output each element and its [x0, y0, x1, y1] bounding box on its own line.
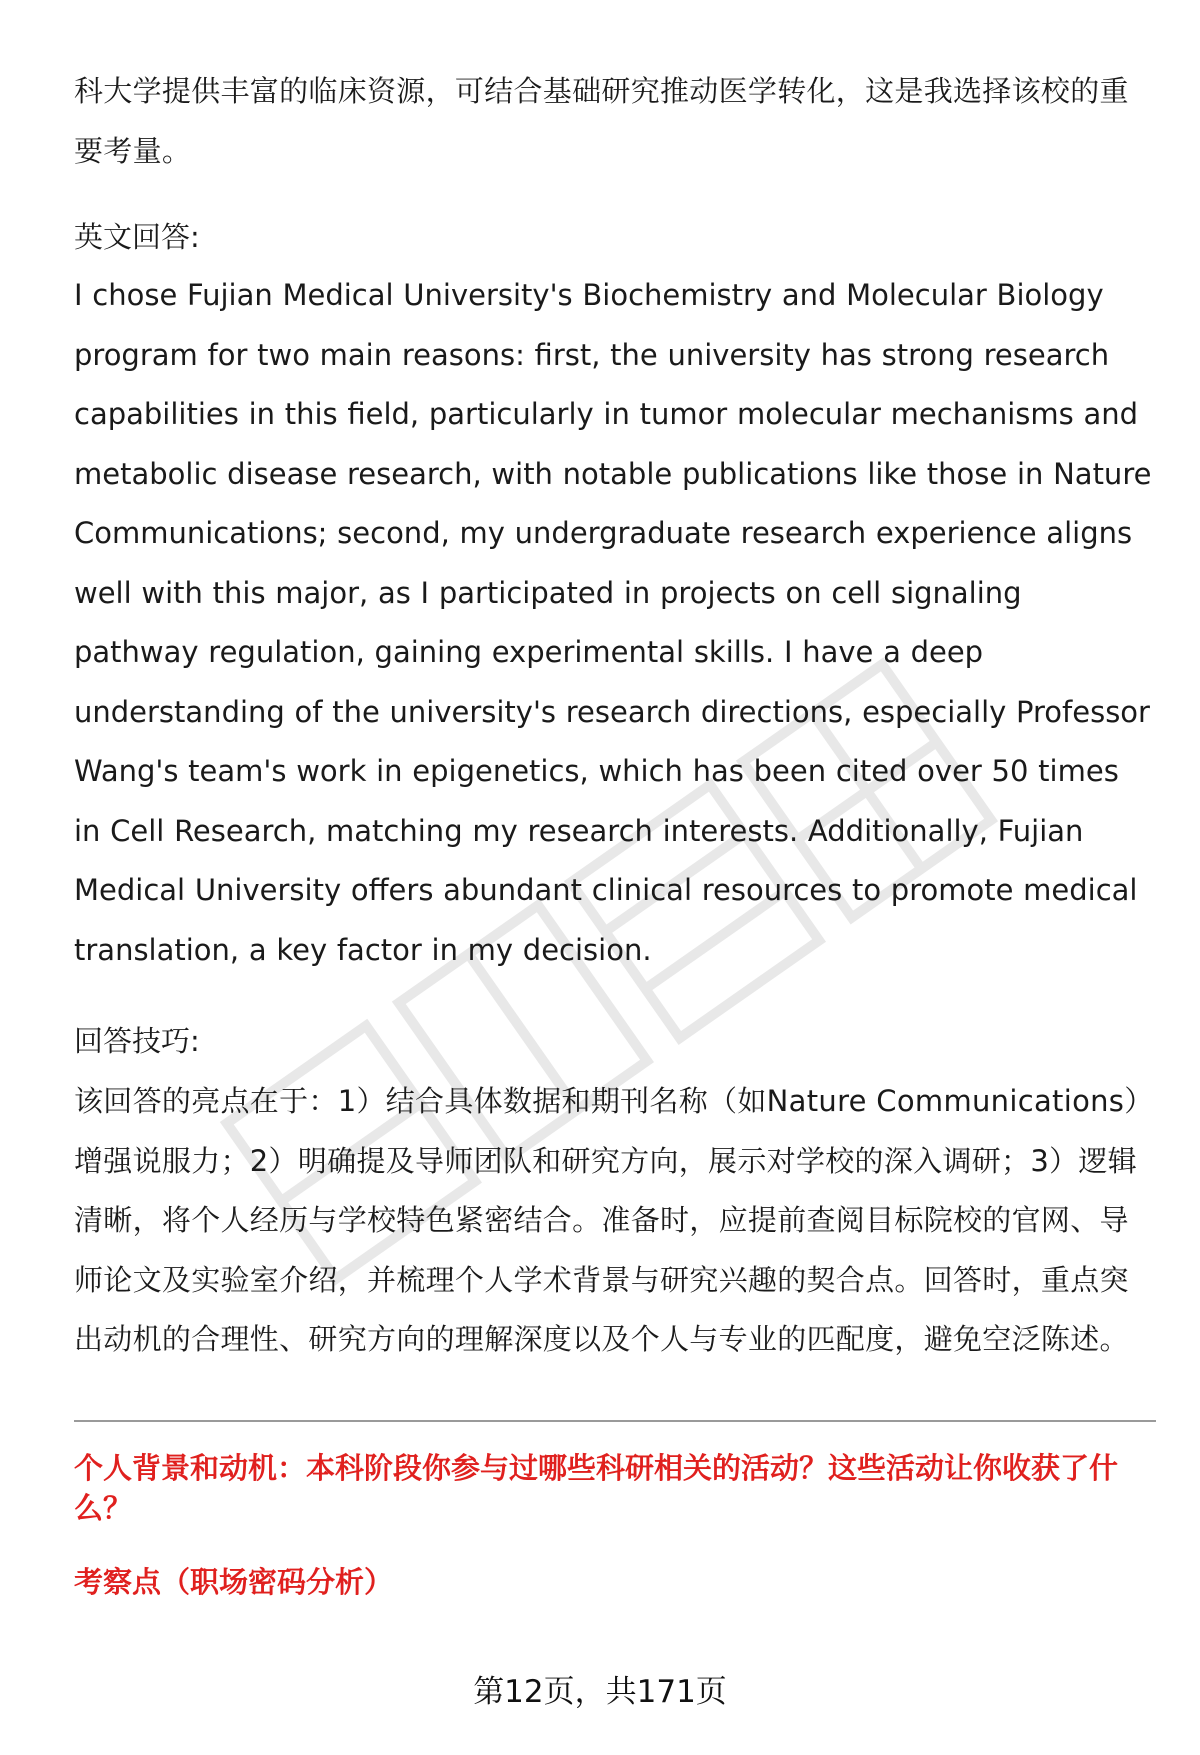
- section-divider: [74, 1420, 1156, 1422]
- tips-label: 回答技巧:: [74, 1024, 200, 1058]
- english-answer-paragraph: I chose Fujian Medical University's Biochemistry and Molecular Biology program for two main reasons: first, the university has strong research capabilities in this field, particularly in tumor molecular mechanisms and metabolic disease research, with notable publications like those in Nature Communications; second, my undergraduate research experience aligns well with this major, as I participated in projects on cell signaling pathway regulation, gaining experimental skills. I have a deep understanding of the university's research directions, especially Professor Wang's team's work in epigenetics, which has been cited over 50 times in Cell Research, matching my research interests. Additionally, Fujian Medical University offers abundant clinical resources to promote medical translation, a key factor in my decision.: [74, 278, 1152, 967]
- english-answer-label: 英文回答:: [74, 220, 200, 254]
- next-question-heading: 个人背景和动机：本科阶段你参与过哪些科研相关的活动？这些活动让你收获了什么？: [74, 1451, 1119, 1525]
- page-indicator: 第12页，共171页: [473, 1674, 727, 1710]
- tips-paragraph: 该回答的亮点在于：1）结合具体数据和期刊名称（如Nature Communications）增强说服力；2）明确提及导师团队和研究方向，展示对学校的深入调研；3）逻辑清晰，将个人经历与学校特色紧密结合。准备时，应提前查阅目标院校的官网、导师论文及实验室介绍，并梳理个人学术背景与研究兴趣的契合点。回答时，重点突出动机的合理性、研究方向的理解深度以及个人与专业的匹配度，避免空泛陈述。: [74, 1084, 1154, 1356]
- intro-paragraph: 科大学提供丰富的临床资源，可结合基础研究推动医学转化，这是我选择该校的重要考量。: [74, 74, 1129, 168]
- analysis-subheading: 考察点（职场密码分析）: [74, 1565, 394, 1599]
